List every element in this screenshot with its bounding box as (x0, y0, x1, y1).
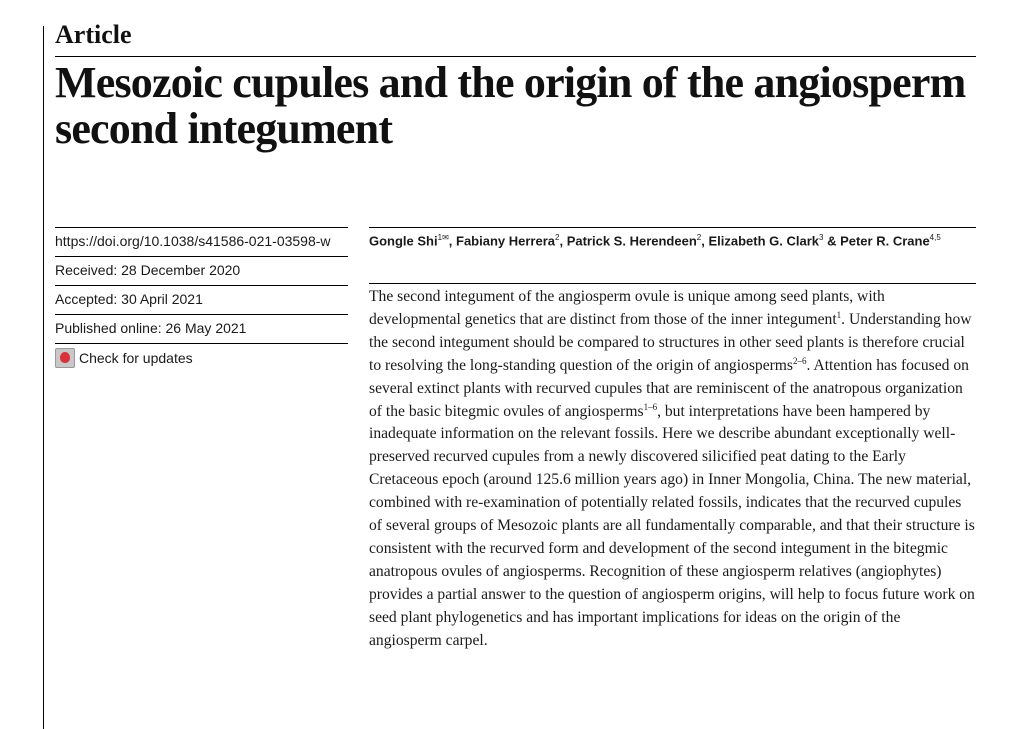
author-affiliation: 3 (819, 233, 824, 242)
author-affiliation: 1✉ (437, 233, 449, 242)
author-name[interactable]: Elizabeth G. Clark (708, 233, 819, 249)
accepted-date: Accepted: 30 April 2021 (55, 285, 348, 314)
article-type-label: Article (55, 20, 132, 49)
author-affiliation: 2 (555, 233, 560, 242)
abstract-divider (369, 283, 976, 284)
author-name[interactable]: Peter R. Crane (840, 233, 930, 249)
author-name[interactable]: Gongle Shi (369, 233, 438, 249)
abstract-text: , but interpretations have been hampered by inadequate information on the relevant fossils. Here we describe abundant exceptionally well-preserved recurved cupules from a newly discovered silicified peat dating to the Early Cretaceous epoch (around 125.6 million years ago) in Inner Mongolia, China. The new material, combined with re-examination of potentially related fossils, indicates that the recurved cupules of several groups of Mesozoic plants are all fundamentally comparable, and that their structure is consistent with the recurved form and development of the second integument in the bitegmic anatropous ovules of angiosperms. Recognition of these angiosperm relatives (angiophytes) provides a partial answer to the question of angiosperm origins, will help to focus future work on seed plant phylogenetics and has important implications for ideas on the origin of the angiosperm carpel. (369, 402, 975, 649)
abstract-text: . Attention has focused on several extinct plants with recurved cupules that are reminiscent of the anatropous organization of the basic bitegmic ovules of angiosperms (369, 356, 969, 420)
author-affiliation: 2 (696, 233, 702, 242)
author-block (369, 227, 976, 283)
crossmark-icon (55, 348, 75, 368)
abstract-text: . Understanding how the second integument should be compared to structures in other seed plants is therefore crucial to resolving the long-standing question of the origin of angiosperms (369, 310, 972, 374)
author-name[interactable]: Fabiany Herrera (456, 233, 556, 249)
author-separator: & (823, 233, 841, 249)
author-affiliation: 4,5 (929, 233, 941, 242)
reference-marker[interactable]: 1–6 (643, 401, 658, 412)
article-metadata (55, 227, 348, 372)
author-separator: , (559, 233, 567, 249)
published-date: Published online: 26 May 2021 (55, 314, 348, 343)
header-divider (55, 56, 976, 57)
article-title: Mesozoic cupules and the origin of the angiosperm second integument (55, 58, 966, 153)
author-name[interactable]: Patrick S. Herendeen (566, 233, 697, 249)
reference-marker[interactable]: 2–6 (793, 355, 807, 366)
author-list (369, 228, 976, 283)
left-margin-rule (43, 26, 44, 729)
author-separator: , (448, 233, 457, 249)
author-separator: , (701, 233, 709, 249)
abstract (369, 286, 976, 653)
check-for-updates-label: Check for updates (79, 349, 193, 366)
check-for-updates-link[interactable] (55, 343, 348, 372)
abstract-text: The second integument of the angiosperm ovule is unique among seed plants, with developmental genetics that are distinct from those of the inner integument (369, 288, 885, 328)
doi-link[interactable]: https://doi.org/10.1038/s41586-021-03598-w (55, 227, 348, 256)
reference-marker[interactable]: 1 (836, 309, 842, 320)
received-date: Received: 28 December 2020 (55, 256, 348, 285)
